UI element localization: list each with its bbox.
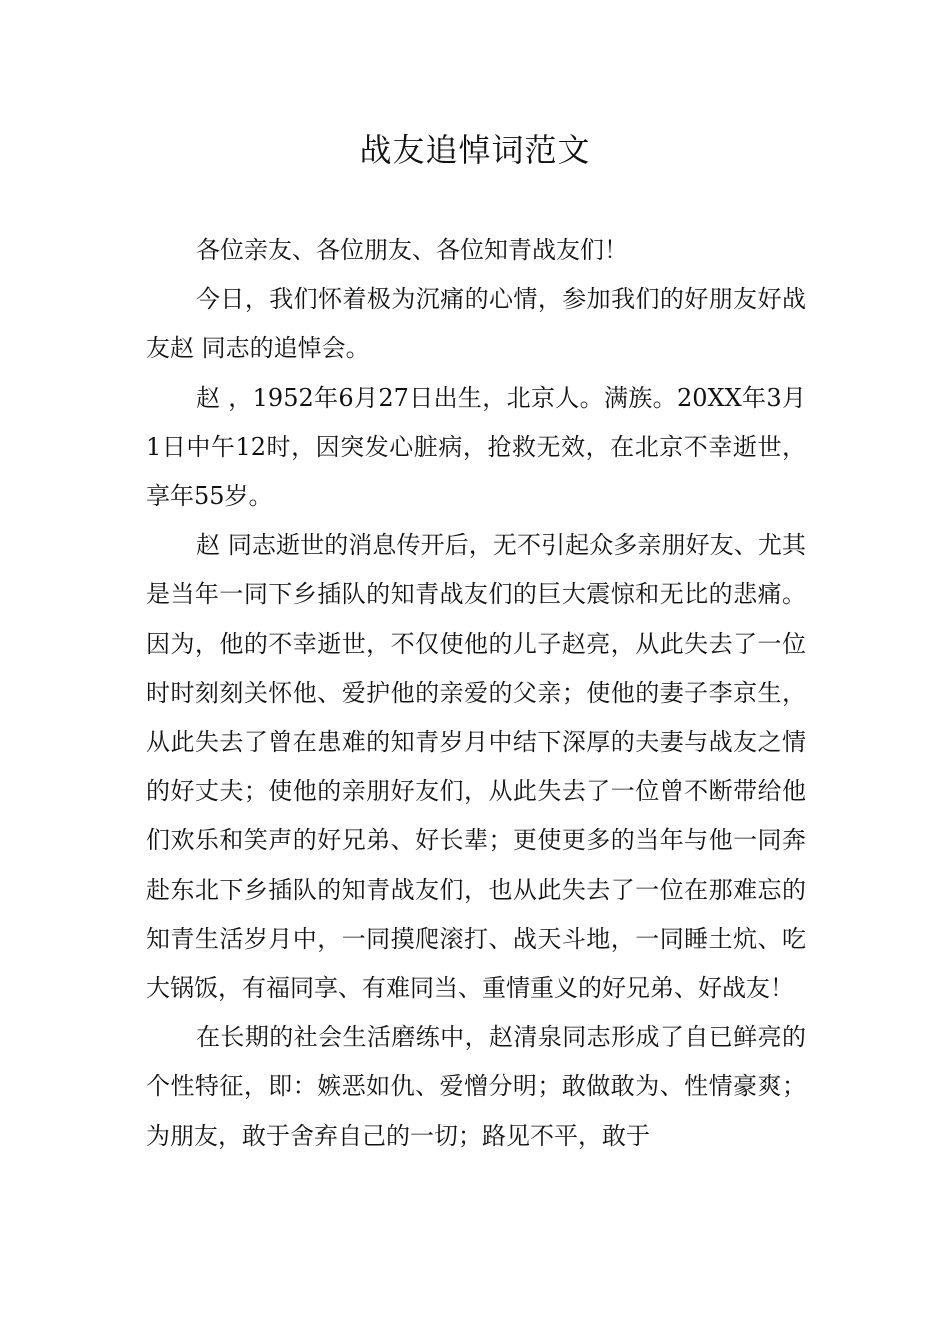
document-body	[146, 226, 806, 1161]
paragraph-greeting: 各位亲友、各位朋友、各位知青战友们！	[196, 236, 628, 264]
document-title: 战友追悼词范文	[359, 131, 591, 169]
paragraph-biography: 赵 ，1952年6月27日出生，北京人。满族。20XX年3月1日中午12时，因突发心脏病，抢救无效，在北京不幸逝世，享年55岁。	[146, 383, 806, 511]
paragraph-opening: 今日，我们怀着极为沉痛的心情，参加我们的好朋友好战友赵 同志的追悼会。	[146, 285, 806, 363]
paragraph-character: 在长期的社会生活磨练中，赵清泉同志形成了自已鲜亮的个性特征，即：嫉恶如仇、爱憎分明；敢做敢为、性情豪爽；为朋友，敢于舍弃自己的一切；路见不平，敢于	[146, 1023, 806, 1150]
paragraph-grief: 赵 同志逝世的消息传开后，无不引起众多亲朋好友、尤其是当年一同下乡插队的知青战友们的巨大震惊和无比的悲痛。因为，他的不幸逝世，不仅使他的儿子赵亮，从此失去了一位时时刻刻关怀他、爱护他的亲爱的父亲；使他的妻子李京生，从此失去了曾在患难的知青岁月中结下深厚的夫妻与战友之情的好丈夫；使他的亲朋好友们，从此失去了一位曾不断带给他们欢乐和笑声的好兄弟、好长辈；更使更多的当年与他一同奔赴东北下乡插队的知青战友们，也从此失去了一位在那难忘的知青生活岁月中，一同摸爬滚打、战天斗地，一同睡土炕、吃大锅饭，有福同享、有难同当、重情重义的好兄弟、好战友！	[146, 531, 806, 1003]
